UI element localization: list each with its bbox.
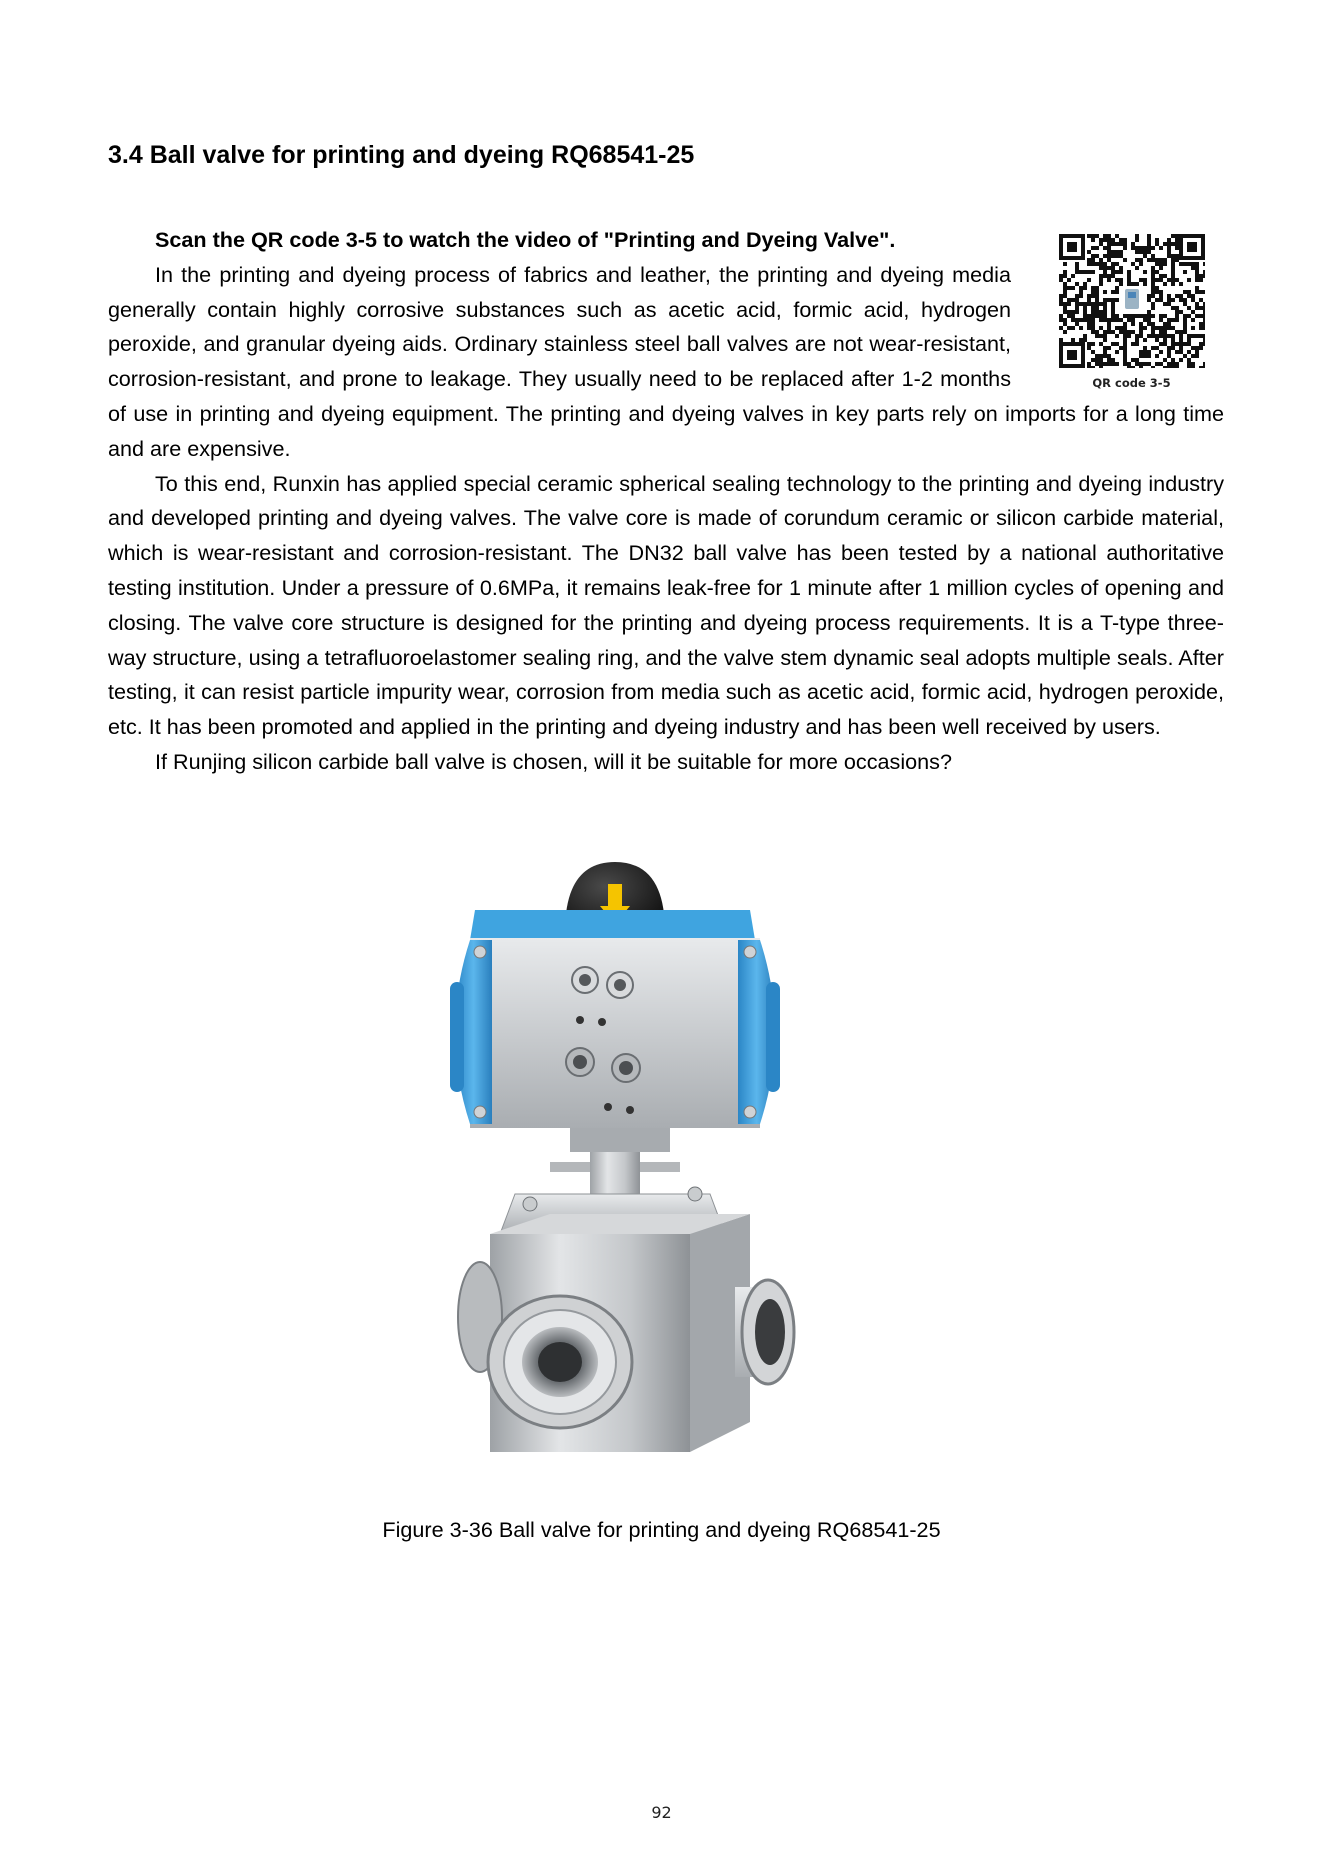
- body-text: [108, 223, 1224, 780]
- section-heading: 3.4 Ball valve for printing and dyeing RQ68541-25: [108, 141, 695, 169]
- ball-valve-illustration: [450, 862, 880, 1472]
- page-number: 92: [651, 1803, 672, 1822]
- ball-valve-photo: [450, 862, 880, 1472]
- qr-caption: QR code 3-5: [1092, 376, 1171, 390]
- qr-code-graphic: [1059, 234, 1205, 368]
- qr-code-block: [1039, 228, 1224, 393]
- lead-sentence: Scan the QR code 3-5 to watch the video of "Printing and Dyeing Valve".: [155, 227, 896, 252]
- paragraph-2: To this end, Runxin has applied special ceramic spherical sealing technology to the printing and dyeing industry and developed printing and dyeing valves. The valve core is made of corundum ceramic or silicon carbide material, which is wear-resistant and corrosion-resistant. The DN32 ball valve has been tested by a national authoritative testing institution. Under a pressure of 0.6MPa, it remains leak-free for 1 minute after 1 million cycles of opening and closing. The valve core structure is designed for the printing and dyeing process requirements. It is a T-type three-way structure, using a tetrafluoroelastomer sealing ring, and the valve stem dynamic seal adopts multiple seals. After testing, it can resist particle impurity wear, corrosion from media such as acetic acid, formic acid, hydrogen peroxide, etc. It has been promoted and applied in the printing and dyeing industry and has been well received by users.: [108, 470, 1224, 740]
- qr-code: [1059, 234, 1205, 368]
- paragraph-1: In the printing and dyeing process of fabrics and leather, the printing and dyeing media generally contain highly corrosive substances such as acetic acid, formic acid, hydrogen peroxide, and granular dyeing aids. Ordinary stainless steel ball valves are not wear-resistant, corrosion-resistant, and prone to leakage. They usually need to be replaced after 1-2 months of use in printing and dyeing equipment. The printing and dyeing valves in key parts rely on imports for a long time and are expensive.: [108, 261, 1224, 461]
- figure-caption: Figure 3-36 Ball valve for printing and dyeing RQ68541-25: [382, 1517, 941, 1542]
- paragraph-3: If Runjing silicon carbide ball valve is chosen, will it be suitable for more occasions?: [155, 748, 952, 774]
